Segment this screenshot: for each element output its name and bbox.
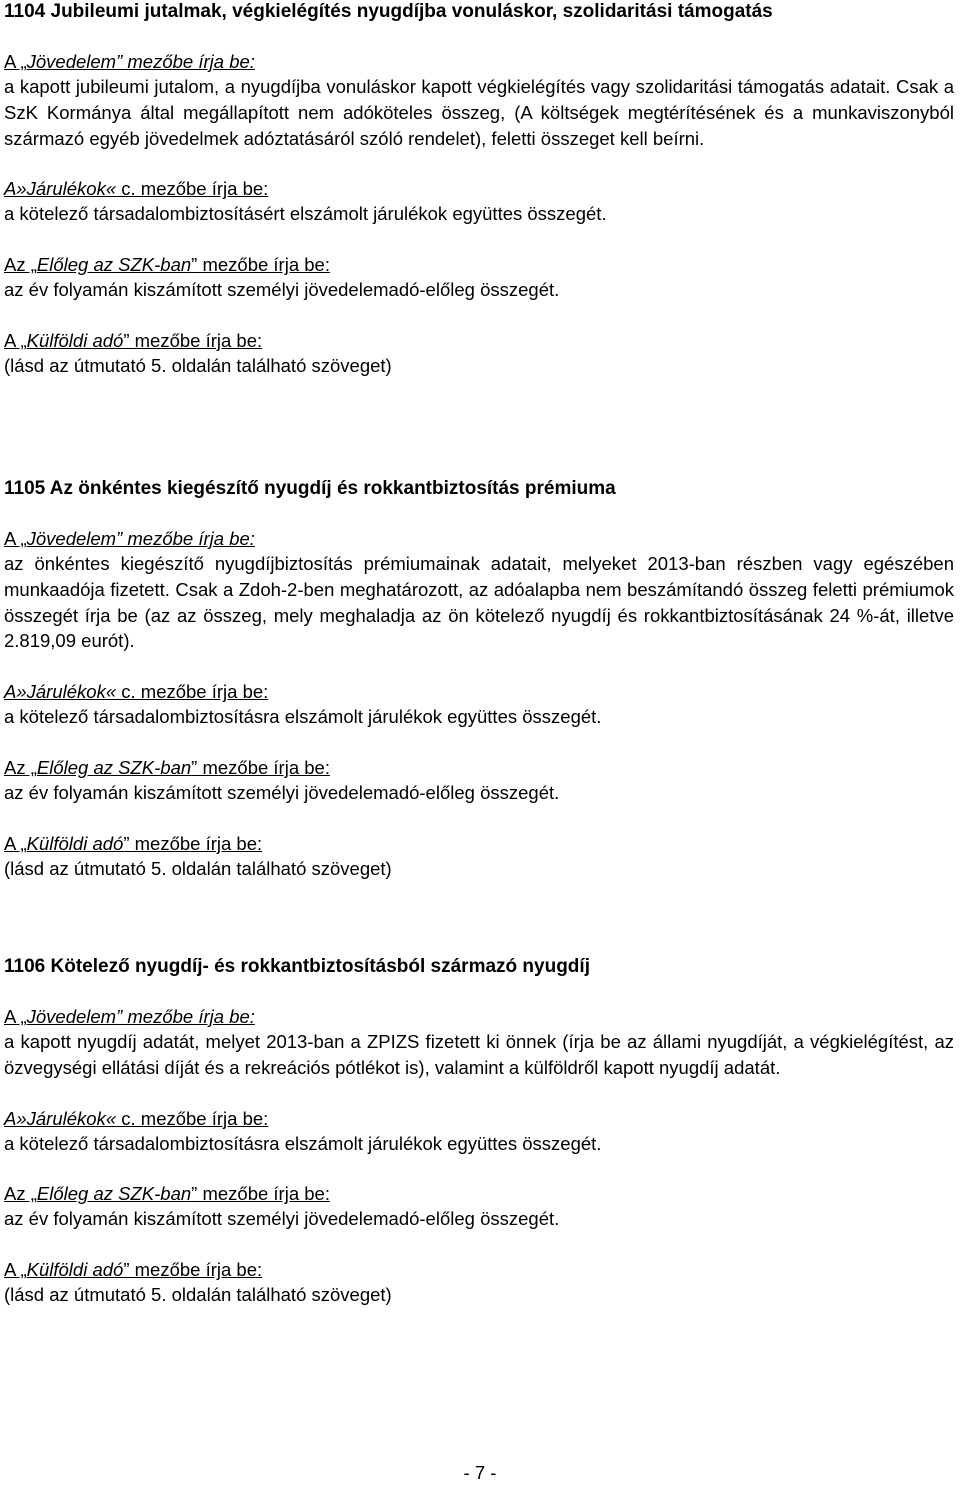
field-label-kulfoldi-ado: A „Külföldi adó” mezőbe írja be: bbox=[4, 329, 263, 351]
field-label-jarulekok: A»Járulékok« c. mezőbe írja be: bbox=[4, 178, 269, 200]
field-description: a kapott nyugdíj adatát, melyet 2013-ban a ZPIZS fizetett ki önnek (írja be az állami nyugdíját, a végkielégítést, az özvegységi ellátási díját és a rekreációs pótlékot is), valamint a külföldről kapott nyugdíj adatát. bbox=[4, 1031, 954, 1078]
section-1105 bbox=[4, 477, 954, 882]
field-label-kulfoldi-ado: A „Külföldi adó” mezőbe írja be: bbox=[4, 832, 263, 854]
field-label-eloleg: Az „Előleg az SZK-ban” mezőbe írja be: bbox=[4, 1183, 330, 1205]
field-description: a kapott jubileumi jutalom, a nyugdíjba vonuláskor kapott végkielégítés vagy szolidaritási támogatás adatait. Csak a SzK Kormánya által megállapított nem adóköteles összeg, (A költségek megtérítésének és a munkaviszonyból származó egyéb jövedelmek adóztatásáról szóló rendelet), feletti összeget kell beírni. bbox=[4, 76, 954, 149]
field-label-jarulekok: A»Járulékok« c. mezőbe írja be: bbox=[4, 1107, 269, 1129]
section-heading: 1104 Jubileumi jutalmak, végkielégítés nyugdíjba vonuláskor, szolidaritási támogatás bbox=[4, 1, 773, 22]
field-label-kulfoldi-ado: A „Külföldi adó” mezőbe írja be: bbox=[4, 1259, 263, 1281]
field-description: a kötelező társadalombiztosításért elszámolt járulékok együttes összegét. bbox=[4, 203, 607, 225]
field-label-jovedelem: A „Jövedelem” mezőbe írja be: bbox=[4, 528, 255, 549]
field-description: az év folyamán kiszámított személyi jövedelemadó-előleg összegét. bbox=[4, 781, 560, 803]
field-description: az önkéntes kiegészítő nyugdíjbiztosítás prémiumainak adatait, melyeket 2013-ban részben vagy egészében munkaadója fizetett. Csak a Zdoh-2-ben meghatározott, az adóalapba nem beszámítandó összeg feletti prémiumok összegét írja be (az az összeg, mely meghaladja az ön kötelező nyugdíj és rokkantbiztosításának 24 %-át, illetve 2.819,09 eurót). bbox=[4, 553, 954, 652]
field-label-eloleg: Az „Előleg az SZK-ban” mezőbe írja be: bbox=[4, 756, 330, 778]
field-label-jarulekok: A»Járulékok« c. mezőbe írja be: bbox=[4, 681, 269, 703]
field-label-jovedelem: A „Jövedelem” mezőbe írja be: bbox=[4, 1006, 255, 1027]
section-1106 bbox=[4, 955, 954, 1308]
field-description: (lásd az útmutató 5. oldalán található szöveget) bbox=[4, 857, 392, 879]
field-description: a kötelező társadalombiztosításra elszámolt járulékok együttes összegét. bbox=[4, 706, 602, 728]
field-description: (lásd az útmutató 5. oldalán található szöveget) bbox=[4, 1284, 392, 1306]
field-description: (lásd az útmutató 5. oldalán található szöveget) bbox=[4, 354, 392, 376]
field-label-jovedelem: A „Jövedelem” mezőbe írja be: bbox=[4, 51, 255, 72]
section-1104 bbox=[4, 0, 954, 379]
field-description: az év folyamán kiszámított személyi jövedelemadó-előleg összegét. bbox=[4, 1208, 560, 1230]
field-label-eloleg: Az „Előleg az SZK-ban” mezőbe írja be: bbox=[4, 254, 330, 276]
section-heading: 1105 Az önkéntes kiegészítő nyugdíj és rokkantbiztosítás prémiuma bbox=[4, 478, 616, 499]
section-heading: 1106 Kötelező nyugdíj- és rokkantbiztosításból származó nyugdíj bbox=[4, 956, 590, 977]
field-description: a kötelező társadalombiztosításra elszámolt járulékok együttes összegét. bbox=[4, 1132, 602, 1154]
field-description: az év folyamán kiszámított személyi jövedelemadó-előleg összegét. bbox=[4, 279, 560, 301]
page-number: - 7 - bbox=[463, 1462, 497, 1483]
